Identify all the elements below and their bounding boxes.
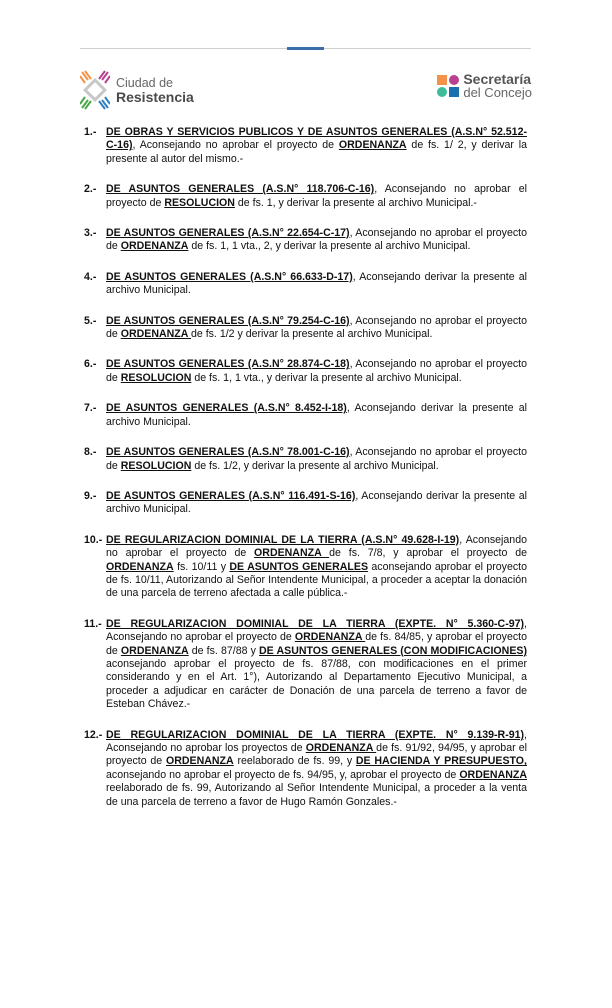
item-text bbox=[106, 358, 527, 385]
item-text bbox=[106, 227, 527, 254]
list-item bbox=[84, 227, 527, 254]
header-accent-bar bbox=[287, 47, 324, 50]
item-text-segment: de fs. 1/ 2, y derivar la presente al autor del mismo.- bbox=[106, 139, 527, 165]
item-text-segment: , Aconsejando no aprobar el proyecto de bbox=[106, 617, 527, 644]
item-number: 4.- bbox=[84, 270, 97, 283]
list-item bbox=[84, 402, 527, 429]
item-text bbox=[106, 729, 527, 809]
resistencia-emblem-icon bbox=[80, 70, 110, 110]
item-emphasis: DE ASUNTOS GENERALES (A.S.N° 78.001-C-16) bbox=[106, 446, 350, 459]
item-text-segment: de fs. 7/8, y aprobar el proyecto de bbox=[329, 547, 527, 560]
item-emphasis: RESOLUCION bbox=[164, 196, 235, 209]
item-text-segment: , Aconsejando derivar la presente al archivo Municipal. bbox=[106, 270, 527, 297]
item-emphasis: DE ASUNTOS GENERALES (A.S.N° 66.633-D-17) bbox=[106, 270, 353, 283]
ciudad-de-resistencia-logo bbox=[80, 70, 194, 110]
list-item bbox=[84, 490, 527, 517]
item-text bbox=[106, 315, 527, 342]
item-emphasis: ORDENANZA bbox=[120, 328, 191, 341]
item-emphasis: DE REGULARIZACION DOMINIAL DE LA TIERRA (EXPTE. N° 9.139-R-91) bbox=[106, 728, 525, 741]
item-text-segment: de fs. 1, y derivar la presente al archivo Municipal.- bbox=[234, 196, 477, 209]
dictamen-list bbox=[84, 126, 527, 826]
item-number: 6.- bbox=[84, 358, 97, 371]
item-emphasis: DE ASUNTOS GENERALES bbox=[229, 560, 369, 573]
item-text-segment: aconsejando no aprobar el proyecto de fs. 94/95, y, aprobar el proyecto de bbox=[106, 768, 460, 781]
list-item bbox=[84, 534, 527, 601]
item-emphasis: DE REGULARIZACION DOMINIAL DE LA TIERRA (EXPTE. N° 5.360-C-97) bbox=[106, 617, 525, 630]
item-text bbox=[106, 271, 527, 298]
item-number: 1.- bbox=[84, 126, 97, 138]
item-text bbox=[106, 402, 527, 429]
item-text-segment: aconsejando aprobar el proyecto de fs. 10/11, Autorizando al Señor Intendente Municipal, a proceder a aceptar la donación de una parcela de terreno afectada a calle pública.- bbox=[106, 560, 527, 600]
item-emphasis: DE REGULARIZACION DOMINIAL DE LA TIERRA (A.S.N° 49.628-I-19) bbox=[106, 533, 460, 546]
item-number: 5.- bbox=[84, 314, 97, 327]
secretaria-emblem-icon bbox=[437, 75, 459, 97]
item-text-segment: aconsejando aprobar el proyecto de fs. 87/88, con modificaciones en el primer considerando y en el Art. 1°), Autorizando al Departamento Ejecutivo Municipal, a proceder a adjudicar en carácter de Donación de una parcela de terreno a favor de Esteban Chávez.- bbox=[106, 657, 527, 711]
item-emphasis: ORDENANZA bbox=[305, 742, 377, 754]
item-emphasis: ORDENANZA bbox=[294, 631, 366, 644]
item-number: 2.- bbox=[84, 183, 97, 196]
item-text-segment: de fs. 1/2 y derivar la presente al archivo Municipal. bbox=[190, 328, 433, 341]
item-emphasis: ORDENANZA bbox=[165, 755, 234, 768]
item-text-segment: , Aconsejando no aprobar el proyecto de bbox=[106, 314, 527, 341]
item-text bbox=[106, 534, 527, 601]
item-emphasis: DE ASUNTOS GENERALES (A.S.N° 116.491-S-16) bbox=[106, 489, 356, 502]
item-emphasis: ORDENANZA bbox=[338, 139, 407, 152]
item-emphasis: DE ASUNTOS GENERALES (A.S.N° 79.254-C-16) bbox=[106, 314, 350, 327]
item-number: 10.- bbox=[84, 533, 103, 546]
item-text-segment: , Aconsejando derivar la presente al archivo Municipal. bbox=[106, 489, 527, 516]
item-number: 3.- bbox=[84, 227, 97, 240]
item-number: 12.- bbox=[84, 728, 103, 741]
item-emphasis: DE ASUNTOS GENERALES (CON MODIFICACIONES) bbox=[259, 644, 527, 657]
item-text-segment: reelaborado de fs. 99, Autorizando al Señor Intendente Municipal, a proceder a la venta de una parcela de terreno a favor de Hugo Ramón Gonzales.- bbox=[106, 782, 527, 808]
item-number: 9.- bbox=[84, 489, 97, 502]
item-number: 7.- bbox=[84, 402, 97, 415]
item-text-segment: , Aconsejando no aprobar el proyecto de bbox=[106, 446, 527, 472]
item-text-segment: de fs. 91/92, 94/95, y aprobar el proyecto de bbox=[106, 742, 528, 768]
item-emphasis: ORDENANZA bbox=[106, 560, 174, 573]
item-emphasis: DE ASUNTOS GENERALES (A.S.N° 118.706-C-16) bbox=[106, 183, 375, 196]
item-emphasis: DE OBRAS Y SERVICIOS PUBLICOS Y DE ASUNTOS GENERALES (A.S.N° 52.512-C-16) bbox=[106, 126, 527, 152]
item-text-segment: , Aconsejando no aprobar el proyecto de bbox=[106, 533, 527, 560]
item-emphasis: ORDENANZA bbox=[120, 240, 189, 253]
item-text-segment: , Aconsejando no aprobar el proyecto de bbox=[106, 358, 527, 384]
item-emphasis: ORDENANZA bbox=[120, 644, 189, 657]
item-number: 11.- bbox=[84, 617, 102, 630]
item-emphasis: DE ASUNTOS GENERALES (A.S.N° 8.452-I-18) bbox=[106, 402, 347, 415]
list-item bbox=[84, 126, 527, 166]
item-text-segment: reelaborado de fs. 99, y bbox=[233, 755, 356, 768]
item-emphasis: RESOLUCION bbox=[120, 459, 192, 472]
item-text bbox=[106, 490, 527, 517]
item-text-segment: de fs. 1, 1 vta., 2, y derivar la presente al archivo Municipal. bbox=[188, 240, 471, 253]
item-emphasis: DE ASUNTOS GENERALES (A.S.N° 28.874-C-18) bbox=[106, 358, 350, 371]
list-item bbox=[84, 618, 527, 712]
item-emphasis: ORDENANZA bbox=[254, 547, 330, 560]
logo-right-line1: Secretaría bbox=[463, 71, 532, 87]
item-emphasis: DE ASUNTOS GENERALES (A.S.N° 22.654-C-17) bbox=[106, 227, 350, 240]
item-text bbox=[106, 618, 527, 712]
item-text-segment: , Aconsejando no aprobar los proyectos de bbox=[106, 728, 527, 754]
item-text-segment: de fs. 1/2, y derivar la presente al archivo Municipal. bbox=[191, 459, 439, 472]
list-item bbox=[84, 729, 527, 809]
item-text bbox=[106, 183, 527, 210]
logo-right-line2: del Concejo bbox=[463, 85, 532, 100]
item-emphasis: RESOLUCION bbox=[120, 371, 192, 384]
item-text-segment: , Aconsejando derivar la presente al archivo Municipal. bbox=[106, 402, 527, 428]
item-text bbox=[106, 446, 527, 473]
item-text-segment: de fs. 87/88 y bbox=[188, 644, 260, 657]
item-number: 8.- bbox=[84, 446, 97, 459]
item-text-segment: , Aconsejando no aprobar el proyecto de bbox=[106, 183, 527, 209]
item-emphasis: DE HACIENDA Y PRESUPUESTO, bbox=[355, 755, 527, 768]
list-item bbox=[84, 358, 527, 385]
list-item bbox=[84, 446, 527, 473]
list-item bbox=[84, 271, 527, 298]
secretaria-del-concejo-logo bbox=[437, 72, 532, 100]
item-text-segment: , Aconsejando no aprobar el proyecto de bbox=[106, 227, 527, 253]
item-text-segment: fs. 10/11 y bbox=[173, 560, 230, 573]
logo-left-line2: Resistencia bbox=[116, 89, 194, 105]
item-text-segment: de fs. 1, 1 vta., y derivar la presente al archivo Municipal. bbox=[191, 371, 462, 384]
item-emphasis: ORDENANZA bbox=[459, 768, 527, 781]
item-text-segment: de fs. 84/85, y aprobar el proyecto de bbox=[106, 631, 528, 657]
item-text bbox=[106, 126, 527, 166]
list-item bbox=[84, 183, 527, 210]
item-text-segment: , Aconsejando no aprobar el proyecto de bbox=[132, 139, 339, 152]
logo-left-line1: Ciudad de bbox=[116, 76, 173, 90]
list-item bbox=[84, 315, 527, 342]
